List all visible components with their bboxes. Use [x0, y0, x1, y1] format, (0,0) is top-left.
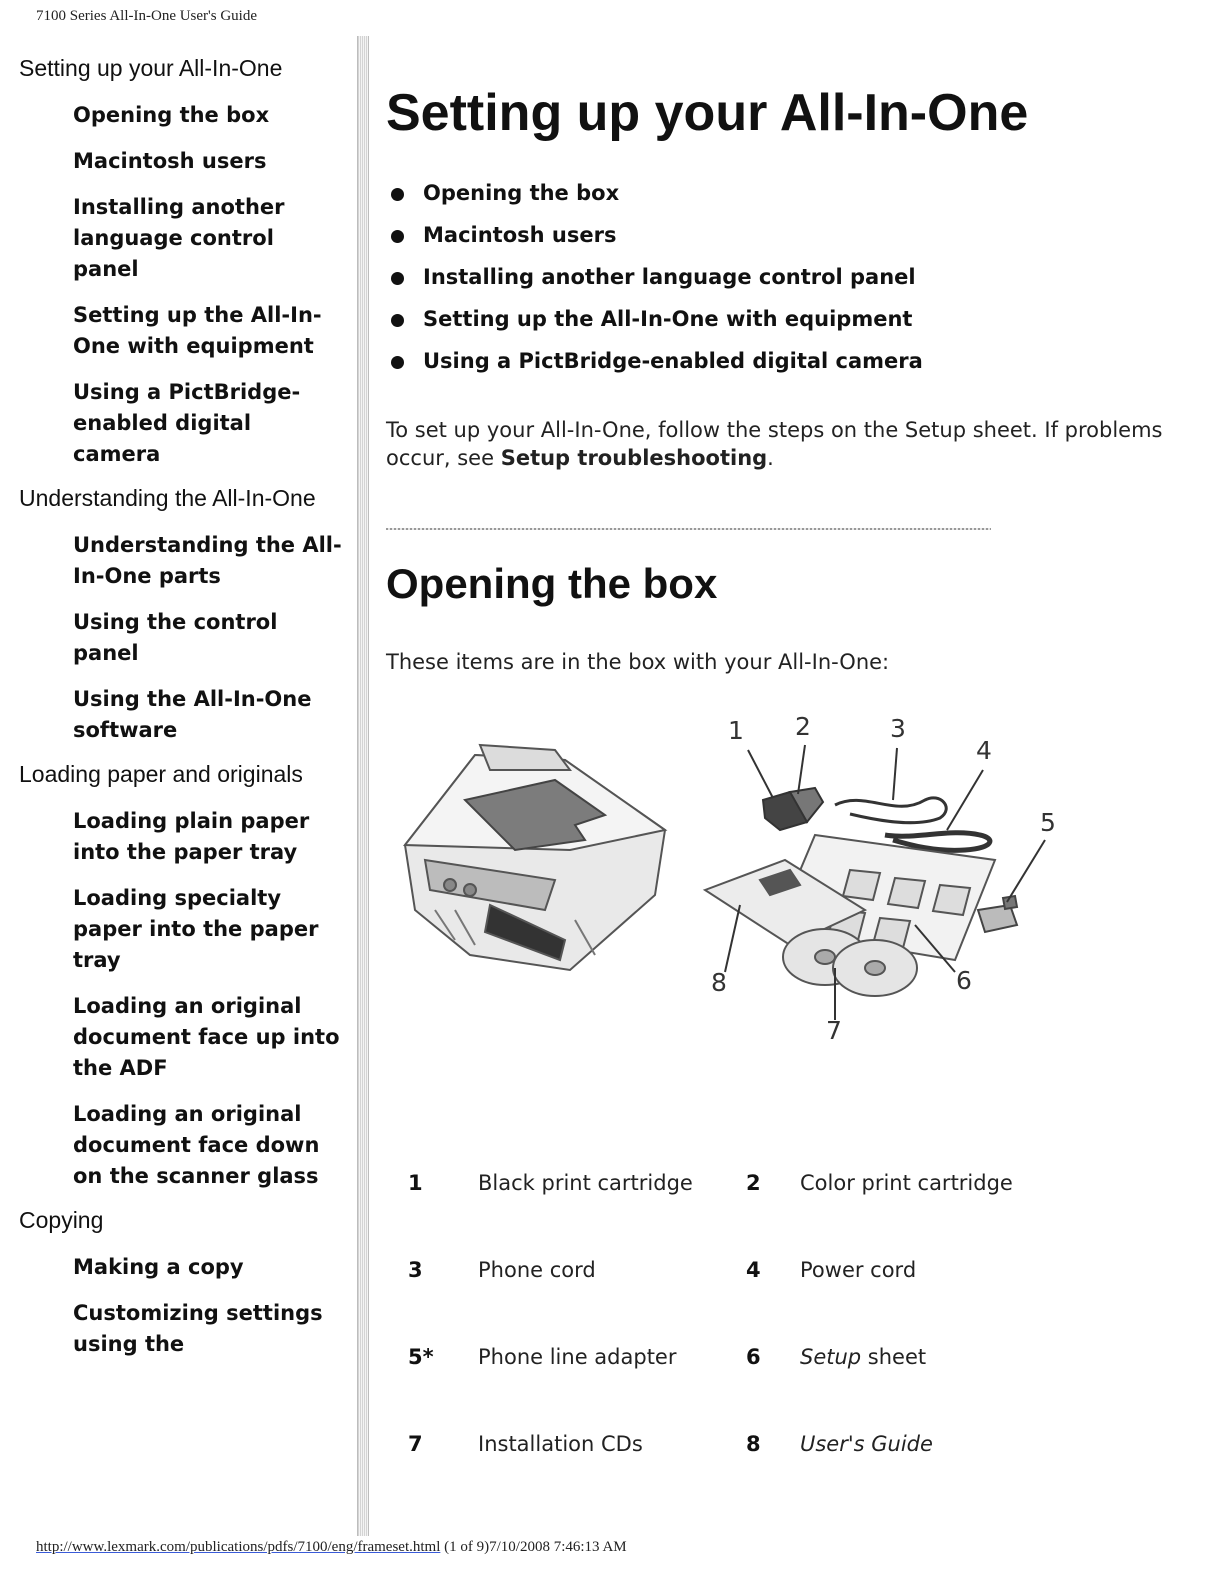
toc-item[interactable]	[386, 344, 1186, 386]
table-row	[408, 1257, 1128, 1344]
item-number: 2	[746, 1171, 761, 1195]
toc-link[interactable]: Setting up the All-In-One with equipment	[423, 307, 913, 331]
bullet-icon	[391, 272, 404, 285]
sidebar-item-pictbridge[interactable]: Using a PictBridge-enabled digital camera	[73, 380, 301, 466]
sidebar-section-understanding[interactable]: Understanding the All-In-One	[19, 485, 316, 511]
page-title: Setting up your All-In-One	[386, 84, 1029, 142]
toc-item[interactable]	[386, 302, 1186, 344]
callout-7: 7	[826, 1016, 842, 1045]
item-text: Black print cartridge	[478, 1171, 693, 1195]
box-contents-drawing	[395, 710, 1075, 1060]
callout-1: 1	[728, 716, 744, 745]
sidebar-item-customizing[interactable]: Customizing settings using the	[73, 1301, 323, 1356]
toc-item[interactable]	[386, 260, 1186, 302]
setup-troubleshooting-link[interactable]: Setup troubleshooting	[500, 446, 768, 470]
sidebar-item-control-panel[interactable]: Using the control panel	[73, 610, 278, 665]
box-intro-text: These items are in the box with your All-In-One:	[386, 650, 890, 674]
callout-3: 3	[890, 714, 906, 743]
toc-link[interactable]: Opening the box	[423, 181, 620, 205]
item-emphasis: Setup	[800, 1345, 862, 1369]
footer-url-link[interactable]: http://www.lexmark.com/publications/pdfs/7100/eng/frameset.html	[36, 1539, 441, 1555]
item-number: 1	[408, 1171, 423, 1195]
sidebar-item-equipment[interactable]: Setting up the All-In-One with equipment	[73, 303, 322, 358]
sidebar-section-setup[interactable]: Setting up your All-In-One	[19, 55, 283, 81]
sidebar-item-scanner-glass[interactable]: Loading an original document face down on the scanner glass	[73, 1102, 320, 1188]
phone-line-adapter-illustration	[978, 896, 1017, 932]
item-text: sheet	[861, 1345, 927, 1369]
sidebar-nav	[0, 52, 356, 1360]
section-divider	[386, 528, 991, 530]
item-number: 5*	[408, 1345, 434, 1369]
item-description	[478, 1257, 746, 1344]
callout-6: 6	[956, 966, 972, 995]
sidebar-item-language-panel[interactable]: Installing another language control panel	[73, 195, 285, 281]
print-header: 7100 Series All-In-One User's Guide	[36, 8, 257, 24]
toc-link[interactable]: Macintosh users	[423, 223, 617, 247]
item-text: Phone line adapter	[478, 1345, 677, 1369]
toc-link[interactable]: Installing another language control panel	[423, 265, 916, 289]
item-number: 8	[746, 1432, 761, 1456]
toc-link[interactable]: Using a PictBridge-enabled digital camera	[423, 349, 923, 373]
print-footer	[36, 1539, 627, 1556]
callout-5: 5	[1040, 808, 1056, 837]
item-text: Color print cartridge	[800, 1171, 1013, 1195]
sidebar-item-specialty-paper[interactable]: Loading specialty paper into the paper tray	[73, 886, 319, 972]
toc-item[interactable]	[386, 218, 1186, 260]
sidebar-section-copying[interactable]: Copying	[19, 1207, 104, 1233]
sidebar-item-software[interactable]: Using the All-In-One software	[73, 687, 312, 742]
intro-paragraph	[386, 416, 1186, 472]
section-title: Opening the box	[386, 560, 718, 607]
intro-text: To set up your All-In-One, follow the steps on the Setup sheet. If problems occur, see	[386, 418, 1163, 470]
item-description	[478, 1170, 746, 1257]
item-description	[800, 1431, 1050, 1518]
section-toc	[386, 176, 1186, 386]
item-text: Power cord	[800, 1258, 917, 1282]
all-in-one-printer-illustration	[405, 745, 665, 970]
bullet-icon	[391, 188, 404, 201]
item-description	[478, 1344, 746, 1431]
item-text: Phone cord	[478, 1258, 596, 1282]
frame-divider[interactable]	[357, 36, 369, 1536]
main-content	[386, 80, 1186, 676]
toc-item[interactable]	[386, 176, 1186, 218]
sidebar-item-adf[interactable]: Loading an original document face up into the ADF	[73, 994, 340, 1080]
item-emphasis: User's Guide	[800, 1432, 933, 1456]
sidebar-item-making-copy[interactable]: Making a copy	[73, 1255, 244, 1279]
sidebar-item-parts[interactable]: Understanding the All-In-One parts	[73, 533, 342, 588]
item-description	[800, 1257, 1050, 1344]
sidebar-item-plain-paper[interactable]: Loading plain paper into the paper tray	[73, 809, 310, 864]
item-number: 7	[408, 1432, 423, 1456]
item-number: 3	[408, 1258, 423, 1282]
sidebar-item-macintosh[interactable]: Macintosh users	[73, 149, 267, 173]
item-description	[800, 1344, 1050, 1431]
item-description	[478, 1431, 746, 1518]
item-number: 4	[746, 1258, 761, 1282]
sidebar-item-opening-box[interactable]: Opening the box	[73, 103, 270, 127]
sidebar-section-loading[interactable]: Loading paper and originals	[19, 761, 303, 787]
item-text: Installation CDs	[478, 1432, 643, 1456]
table-row	[408, 1431, 1128, 1518]
item-number: 6	[746, 1345, 761, 1369]
box-items-table	[408, 1170, 1128, 1518]
callout-2: 2	[795, 712, 811, 741]
bullet-icon	[391, 356, 404, 369]
table-row	[408, 1170, 1128, 1257]
bullet-icon	[391, 314, 404, 327]
intro-end: .	[767, 446, 774, 470]
footer-page-info: (1 of 9)7/10/2008 7:46:13 AM	[440, 1539, 627, 1555]
item-description	[800, 1170, 1050, 1257]
bullet-icon	[391, 230, 404, 243]
callout-4: 4	[976, 736, 992, 765]
table-row	[408, 1344, 1128, 1431]
callout-8: 8	[711, 968, 727, 997]
box-contents-illustration	[395, 710, 1075, 1060]
